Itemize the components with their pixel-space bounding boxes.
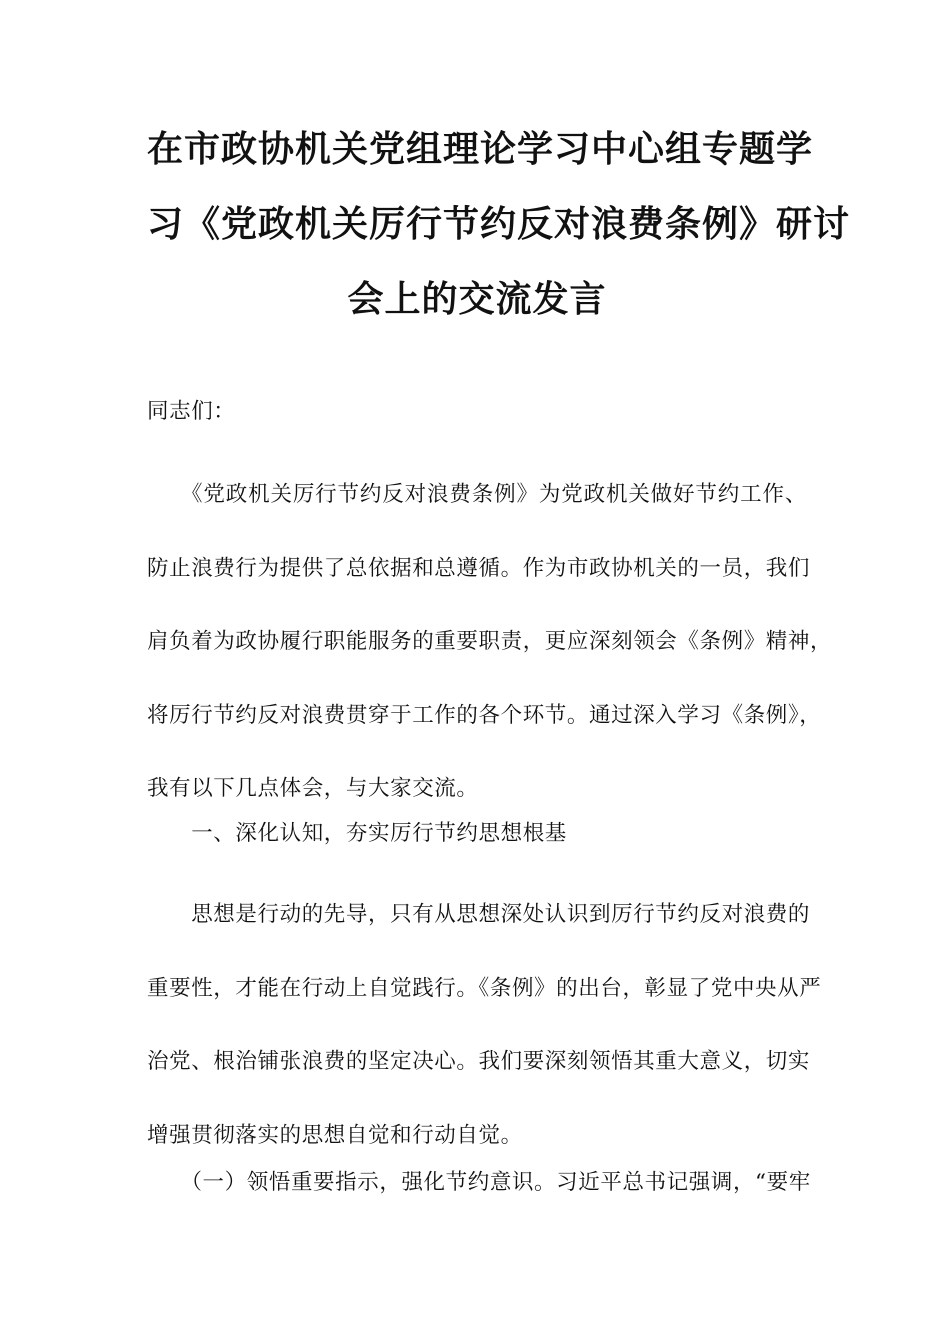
paragraph-line: 将厉行节约反对浪费贯穿于工作的各个环节。通过深入学习《条例》， bbox=[147, 702, 822, 728]
paragraph-line: 肩负着为政协履行职能服务的重要职责，更应深刻领会《条例》精神， bbox=[147, 629, 833, 654]
paragraph-line: 增强贯彻落实的思想自觉和行动自觉。 bbox=[147, 1122, 523, 1148]
salutation bbox=[147, 394, 807, 430]
title-line-2: 习《党政机关厉行节约反对浪费条例》研讨 bbox=[147, 204, 851, 245]
salutation-text: 同志们： bbox=[147, 399, 236, 424]
section-heading-text: 一、深化认知，夯实厉行节约思想根基 bbox=[147, 821, 567, 846]
paragraph-line: 《党政机关厉行节约反对浪费条例》为党政机关做好节约工作、 bbox=[147, 482, 807, 507]
paragraph-line: 治党、根治铺张浪费的坚定决心。我们要深刻领悟其重大意义，切实 bbox=[147, 1049, 811, 1074]
title-line-1: 在市政协机关党组理论学习中心组专题学 bbox=[147, 129, 814, 170]
document-title bbox=[147, 112, 851, 337]
paragraph-line: 防止浪费行为提供了总依据和总遵循。作为市政协机关的一员，我们 bbox=[147, 555, 811, 581]
paragraph-line: 我有以下几点体会，与大家交流。 bbox=[147, 776, 479, 801]
paragraph-line: 重要性，才能在行动上自觉践行。《条例》的出台，彰显了党中央从严 bbox=[147, 975, 822, 1001]
paragraph-intro bbox=[147, 458, 833, 826]
title-line-3: 会上的交流发言 bbox=[347, 279, 607, 320]
section-heading-1 bbox=[147, 816, 807, 852]
paragraph-line: （一）领悟重要指示，强化节约意识。习近平总书记强调，“要牢 bbox=[147, 1170, 811, 1195]
paragraph-subsection-1 bbox=[147, 1165, 811, 1201]
paragraph-line: 思想是行动的先导，只有从思想深处认识到厉行节约反对浪费的 bbox=[147, 902, 811, 927]
paragraph-section-1 bbox=[147, 878, 822, 1172]
